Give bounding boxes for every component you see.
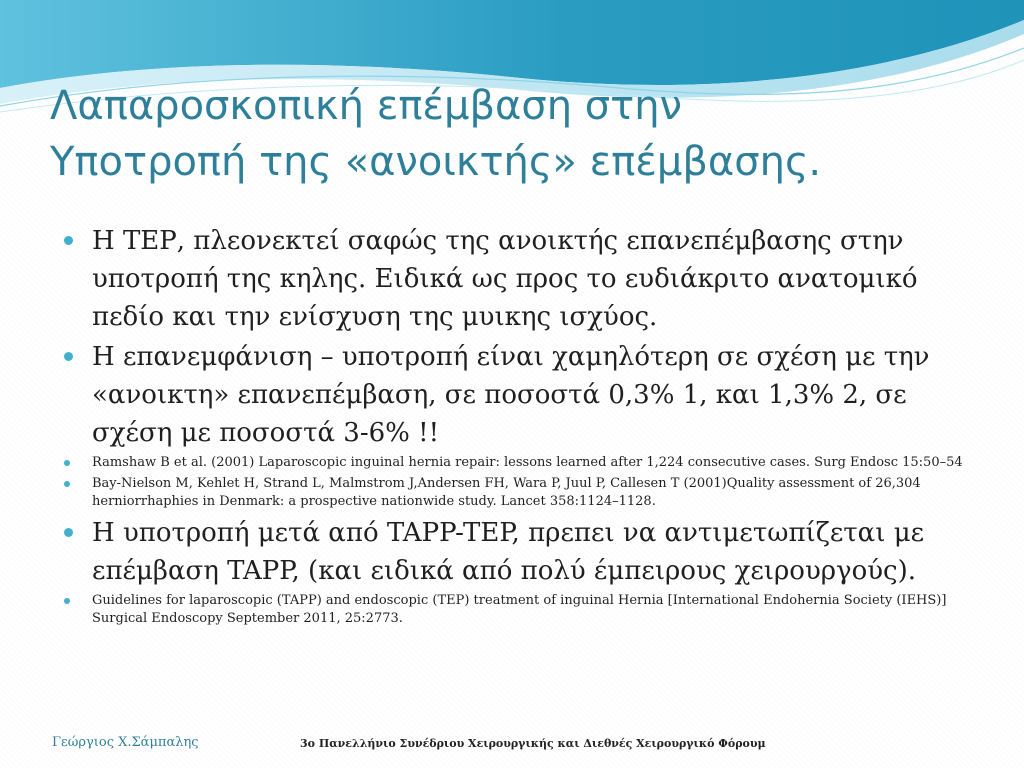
footer-conference: 3ο Πανελλήνιο Συνέδριου Χειρουργικής και Διεθνές Χειρουργικό Φόρουμ [300,737,766,750]
reference-text: Guidelines for laparoscopic (TAPP) and endoscopic (TEP) treatment of inguinal Hernia [International Endohernia Society (IEHS)] Surgical Endoscopy September 2011, 25:2773. [92,593,947,626]
footer-author: Γεώργιος Χ.Σάμπαλης [52,735,199,750]
reference-item [62,475,972,511]
title-line-1: Λαπαροσκοπική επέμβαση στην [50,83,682,129]
reference-text: Ramshaw B et al. (2001) Laparoscopic inguinal hernia repair: lessons learned after 1,224 consecutive cases. Surg Endosc 15:50–54 [92,455,963,470]
bullet-text: Η υποτροπή μετά από TAPP-TEP, πρεπει να αντιμετωπίζεται με επέμβαση TAPP, (και ειδικά από πολύ έμπειρους χειρουργούς). [92,518,925,586]
bullet-dot-icon [64,460,70,466]
bullet-dot-icon [64,352,73,361]
slide-title [50,78,990,190]
reference-text: Bay-Nielson M, Kehlet H, Strand L, Malmstrom J,Andersen FH, Wara P, Juul P, Callesen T (2001)Quality assessment of 26,304 herniorrhaphies in Denmark: a prospective nationwide study. Lancet 358:1124–1128. [92,476,921,509]
bullet-dot-icon [64,236,73,245]
title-line-2: Υποτροπή της «ανοικτής» επέμβασης. [50,139,822,185]
bullet-dot-icon [64,528,73,537]
bullet-list [62,222,972,631]
reference-item [62,592,972,628]
bullet-dot-icon [64,598,70,604]
reference-item [62,454,972,472]
bullet-item [62,222,972,336]
bullet-text: Η επανεμφάνιση – υποτροπή είναι χαμηλότερη σε σχέση με την «ανοικτη» επανεπέμβαση, σε ποσοστά 0,3% 1, και 1,3% 2, σε σχέση με ποσοστά 3-6% !! [92,342,930,448]
bullet-text: Η ΤΕΡ, πλεονεκτεί σαφώς της ανοικτής επανεπέμβασης στην υποτροπή της κηλης. Ειδικά ως προς το ευδιάκριτο ανατομικό πεδίο και την ενίσχυση της μυικης ισχύος. [92,226,918,332]
bullet-item [62,338,972,452]
bullet-item [62,514,972,590]
bullet-dot-icon [64,481,70,487]
